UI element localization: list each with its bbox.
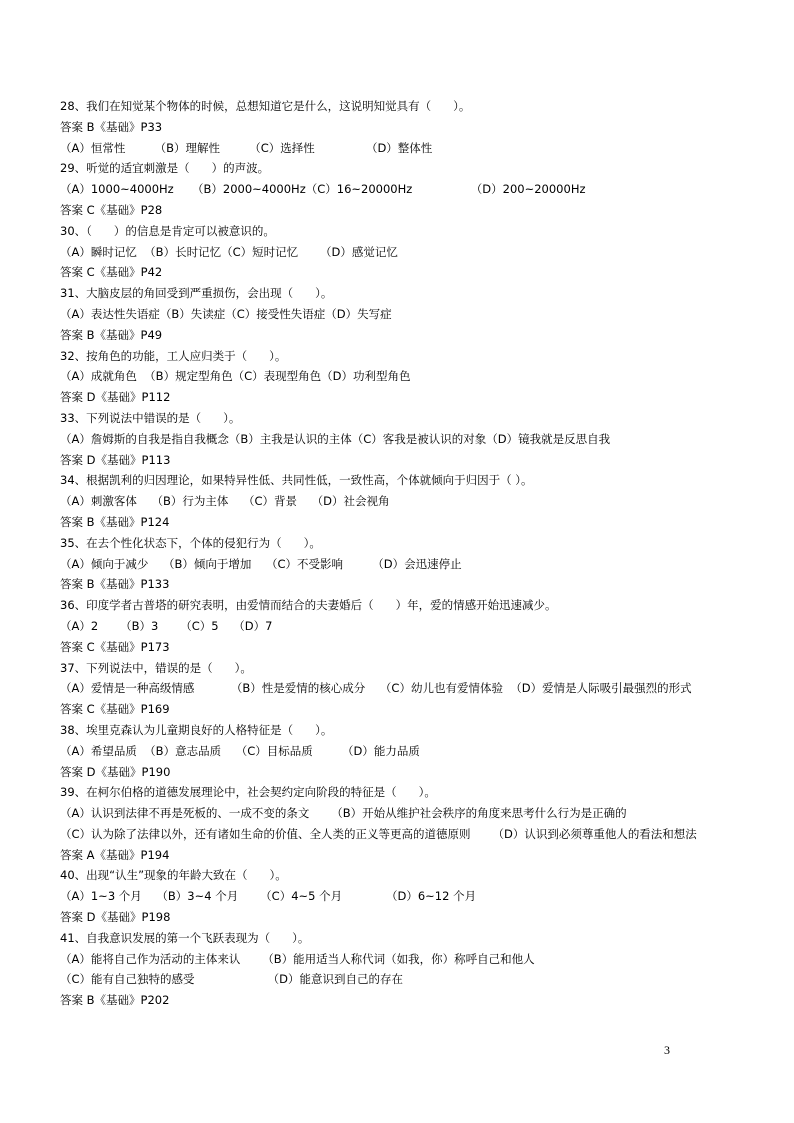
- options-line: （A）1000~4000Hz （B）2000~4000Hz（C）16~20000Hz （D）200~20000Hz: [60, 182, 586, 197]
- question-line: 31、大脑皮层的角回受到严重损伤，会出现（ ）。: [60, 286, 333, 301]
- question-line: 32、按角色的功能，工人应归类于（ ）。: [60, 348, 287, 363]
- options-line: （A）倾向于减少 （B）倾向于增加 （C）不受影响 （D）会迅速停止: [60, 556, 462, 571]
- options-line: （A）表达性失语症（B）失读症（C）接受性失语症（D）失写症: [60, 306, 392, 321]
- question-line: 40、出现“认生”现象的年龄大致在（ ）。: [60, 868, 287, 883]
- answer-line: 答案 B《基础》P202: [60, 993, 170, 1008]
- answer-line: 答案 B《基础》P33: [60, 119, 163, 134]
- options-line: （A）爱情是一种高级情感 （B）性是爱情的核心成分 （C）幼儿也有爱情体验 （D）爱情是人际吸引最强烈的形式: [60, 681, 692, 696]
- answer-line: 答案 C《基础》P28: [60, 202, 163, 217]
- document-body: [60, 96, 740, 1011]
- question-line: 39、在柯尔伯格的道德发展理论中，社会契约定向阶段的特征是（ ）。: [60, 785, 436, 800]
- question-line: 41、自我意识发展的第一个飞跃表现为（ ）。: [60, 930, 310, 945]
- options-line: （A）2 （B）3 （C）5 （D）7: [60, 618, 273, 633]
- answer-line: 答案 D《基础》P112: [60, 390, 171, 405]
- question-line: 29、听觉的适宜刺激是（ ）的声波。: [60, 161, 270, 176]
- answer-line: 答案 D《基础》P198: [60, 910, 171, 925]
- page-number: 3: [664, 1043, 670, 1057]
- options-line: （A）认识到法律不再是死板的、一成不变的条文 （B）开始从维护社会秩序的角度来思考什么行为是正确的: [60, 806, 627, 821]
- options-line: （C）能有自己独特的感受 （D）能意识到自己的存在: [60, 972, 403, 987]
- question-line: 35、在去个性化状态下，个体的侵犯行为（ ）。: [60, 535, 321, 550]
- question-line: 30、（ ）的信息是肯定可以被意识的。: [60, 223, 275, 238]
- options-line: （A）瞬时记忆 （B）长时记忆（C）短时记忆 （D）感觉记忆: [60, 244, 398, 259]
- question-line: 38、埃里克森认为儿童期良好的人格特征是（ ）。: [60, 722, 333, 737]
- options-line: （C）认为除了法律以外，还有诸如生命的价值、全人类的正义等更高的道德原则 （D）认识到必须尊重他人的看法和想法: [60, 826, 697, 841]
- question-line: 37、下列说法中，错误的是（ ）。: [60, 660, 252, 675]
- answer-line: 答案 C《基础》P42: [60, 265, 163, 280]
- options-line: （A）成就角色 （B）规定型角色（C）表现型角色（D）功利型角色: [60, 369, 411, 384]
- options-line: （A）希望品质 （B）意志品质 （C）目标品质 （D）能力品质: [60, 743, 420, 758]
- options-line: （A）1~3 个月 （B）3~4 个月 （C）4~5 个月 （D）6~12 个月: [60, 889, 477, 904]
- question-line: 36、印度学者古普塔的研究表明，由爱情而结合的夫妻婚后（ ）年，爱的情感开始迅速减少。: [60, 598, 557, 613]
- question-line: 34、根据凯利的归因理论，如果特异性低、共同性低，一致性高，个体就倾向于归因于（ ）。: [60, 473, 533, 488]
- answer-line: 答案 D《基础》P113: [60, 452, 171, 467]
- answer-line: 答案 B《基础》P124: [60, 514, 170, 529]
- options-line: （A）能将自己作为活动的主体来认 （B）能用适当人称代词（如我，你）称呼自己和他人: [60, 951, 535, 966]
- question-line: 33、下列说法中错误的是（ ）。: [60, 410, 241, 425]
- answer-line: 答案 B《基础》P49: [60, 327, 163, 342]
- options-line: （A）刺激客体 （B）行为主体 （C）背景 （D）社会视角: [60, 494, 390, 509]
- question-line: 28、我们在知觉某个物体的时候，总想知道它是什么，这说明知觉具有（ ）。: [60, 99, 471, 113]
- answer-line: 答案 C《基础》P169: [60, 702, 170, 717]
- answer-line: 答案 D《基础》P190: [60, 764, 171, 779]
- options-line: （A）詹姆斯的自我是指自我概念（B）主我是认识的主体（C）客我是被认识的对象（D）镜我就是反思自我: [60, 431, 611, 446]
- options-line: （A）恒常性 （B）理解性 （C）选择性 （D）整体性: [60, 140, 433, 155]
- answer-line: 答案 C《基础》P173: [60, 639, 170, 654]
- answer-line: 答案 B《基础》P133: [60, 577, 170, 592]
- answer-line: 答案 A《基础》P194: [60, 847, 170, 862]
